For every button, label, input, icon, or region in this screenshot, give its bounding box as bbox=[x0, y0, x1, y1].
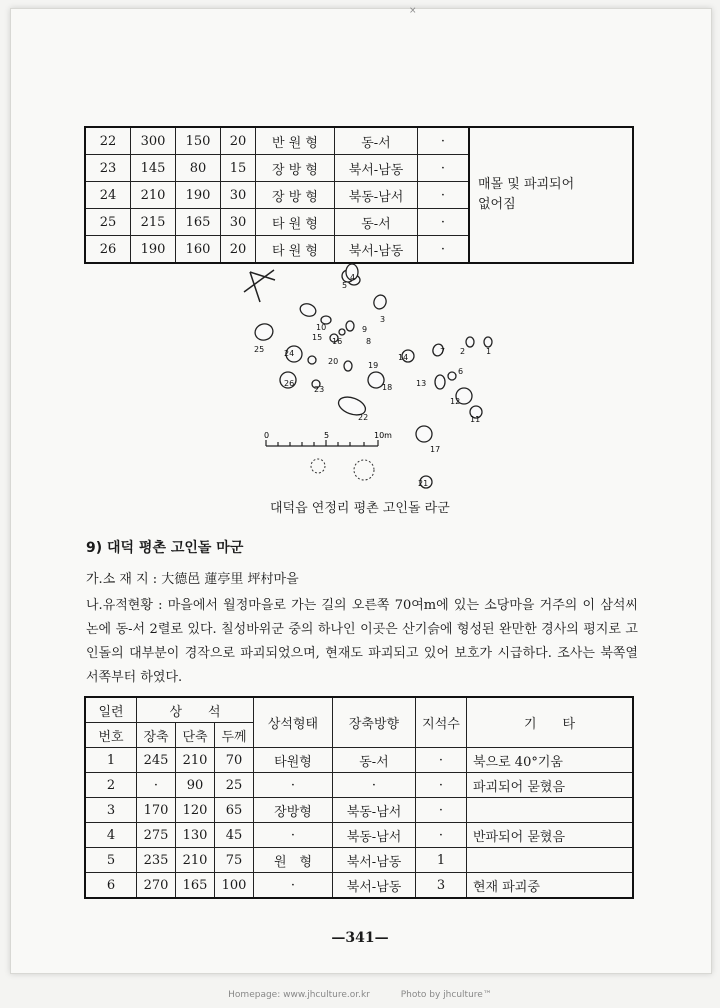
table-cell: · bbox=[254, 823, 333, 848]
table-cell: 2 bbox=[85, 773, 137, 798]
stone-number-label: 12 bbox=[450, 397, 461, 406]
table-cell: 반 원 형 bbox=[256, 127, 335, 155]
location-line: 가.소 재 지 : 大德邑 蓮亭里 坪村마을 bbox=[86, 572, 299, 587]
header-direction: 장축방향 bbox=[333, 697, 416, 748]
stone-number-label: 1 bbox=[486, 347, 492, 356]
section-heading: 9) 대덕 평촌 고인돌 마군 bbox=[86, 540, 244, 556]
table-cell: 245 bbox=[137, 748, 176, 773]
table-cell: 원 형 bbox=[254, 848, 333, 873]
table-row bbox=[85, 798, 633, 823]
status-paragraph: 나.유적현황 : 마을에서 월정마을로 가는 길의 오른쪽 70여m에 있는 소당마을 거주의 이 삼석씨 논에 동-서 2렬로 있다. 칠성바위군 중의 하나인 이곳은 산기슭에 형성된 완만한 경사의 평지로 고인돌의 대부분이 경작으로 파괴되었으며, 현재도 파괴되고 있어 보호가 시급하다. 조사는 북쪽열 서쪽부터 하였다. bbox=[86, 598, 638, 685]
stone-number-label: 25 bbox=[254, 345, 265, 354]
table-cell: 타 원 형 bbox=[256, 236, 335, 264]
table-cell: 23 bbox=[85, 155, 131, 182]
north-arrow-icon bbox=[244, 270, 275, 302]
table-cell: 80 bbox=[176, 155, 221, 182]
table-cell: 1 bbox=[416, 848, 467, 873]
stone-number-label: 2 bbox=[460, 347, 466, 356]
table-cell: · bbox=[254, 773, 333, 798]
figure-caption: 대덕읍 연정리 평촌 고인돌 라군 bbox=[270, 501, 450, 516]
table-cell: 25 bbox=[85, 209, 131, 236]
stone-number-label: 11 bbox=[470, 415, 481, 424]
table-cell: 북동-남서 bbox=[333, 798, 416, 823]
table-cell: · bbox=[416, 823, 467, 848]
table-cell: 타 원 형 bbox=[256, 209, 335, 236]
header-thickness: 두께 bbox=[215, 723, 254, 748]
table-row bbox=[85, 848, 633, 873]
destroyed-stone-marker bbox=[311, 459, 325, 473]
table-cell: · bbox=[333, 773, 416, 798]
table-cell: 210 bbox=[176, 748, 215, 773]
table-cell: 150 bbox=[176, 127, 221, 155]
dolmen-stone bbox=[372, 293, 388, 310]
table-cell: 1 bbox=[85, 748, 137, 773]
stone-number-label: 10 bbox=[316, 323, 327, 332]
table-cell: 275 bbox=[137, 823, 176, 848]
table-cell: · bbox=[418, 155, 470, 182]
remarks-line-2: 없어짐 bbox=[478, 197, 516, 212]
table-cell: 장방형 bbox=[254, 798, 333, 823]
stone-number-label: 24 bbox=[284, 349, 295, 358]
table-cell: · bbox=[416, 798, 467, 823]
table-cell: 30 bbox=[221, 209, 256, 236]
stone-number-label: 5 bbox=[342, 281, 348, 290]
table-cell: 300 bbox=[131, 127, 176, 155]
stone-number-label: 18 bbox=[382, 383, 393, 392]
table-cell: · bbox=[416, 748, 467, 773]
dolmen-layout-diagram bbox=[230, 262, 520, 492]
stone-number-label: 20 bbox=[328, 357, 339, 366]
stone-number-label: 13 bbox=[416, 379, 427, 388]
table-cell: 장 방 형 bbox=[256, 155, 335, 182]
table-cell: 현재 파괴중 bbox=[467, 873, 634, 899]
table-cell: 북서-남동 bbox=[333, 848, 416, 873]
table-cell: 22 bbox=[85, 127, 131, 155]
dolmen-stone bbox=[416, 426, 432, 442]
table-cell: 100 bbox=[215, 873, 254, 899]
scale-label-5: 5 bbox=[324, 431, 330, 440]
table-cell bbox=[467, 798, 634, 823]
stone-number-label: 19 bbox=[368, 361, 379, 370]
stone-number-label: 9 bbox=[362, 325, 368, 334]
table-cell: 파괴되어 묻혔음 bbox=[467, 773, 634, 798]
table-cell: 20 bbox=[221, 127, 256, 155]
table-cell: 190 bbox=[176, 182, 221, 209]
table-pyeongchon-dolmens bbox=[84, 696, 634, 899]
table-cell: 장 방 형 bbox=[256, 182, 335, 209]
dolmen-stone bbox=[466, 337, 474, 347]
table-cell: 3 bbox=[85, 798, 137, 823]
dolmen-stone bbox=[344, 361, 352, 371]
table-cell: 북으로 40°기움 bbox=[467, 748, 634, 773]
stone-number-label: 16 bbox=[332, 337, 343, 346]
stone-number-label: 7 bbox=[440, 347, 446, 356]
dolmen-stone bbox=[253, 321, 275, 342]
remarks-cell bbox=[469, 127, 633, 263]
dolmen-stone bbox=[448, 372, 456, 380]
header-remarks: 기 타 bbox=[467, 697, 634, 748]
table-cell: 4 bbox=[85, 823, 137, 848]
table-cell: 동-서 bbox=[335, 209, 418, 236]
stone-number-label: 15 bbox=[312, 333, 323, 342]
table-cell: 15 bbox=[221, 155, 256, 182]
table-cell: 210 bbox=[131, 182, 176, 209]
stone-number-label: 3 bbox=[380, 315, 386, 324]
table-cell: 24 bbox=[85, 182, 131, 209]
stone-number-label: 6 bbox=[458, 367, 464, 376]
table-cell: 동-서 bbox=[335, 127, 418, 155]
remarks-line-1: 매몰 및 파괴되어 bbox=[478, 177, 575, 192]
footer-photo-credit: Photo by jhculture™ bbox=[400, 990, 492, 1000]
table-cell: 165 bbox=[176, 209, 221, 236]
table-cell: 210 bbox=[176, 848, 215, 873]
table-cell: 북서-남동 bbox=[335, 236, 418, 264]
table-cell: 20 bbox=[221, 236, 256, 264]
stone-number-label: 21 bbox=[418, 479, 429, 488]
scale-label-10m: 10m bbox=[374, 431, 392, 440]
table-cell: 3 bbox=[416, 873, 467, 899]
footer bbox=[0, 990, 720, 1000]
stone-number-label: 17 bbox=[430, 445, 441, 454]
table-row bbox=[85, 873, 633, 899]
table-cell: 북동-남서 bbox=[333, 823, 416, 848]
header-shape: 상석형태 bbox=[254, 697, 333, 748]
dolmen-stone bbox=[298, 302, 317, 319]
table-cell: 북서-남동 bbox=[333, 873, 416, 899]
header-capstone: 상 석 bbox=[137, 697, 254, 723]
table-row bbox=[85, 748, 633, 773]
dolmen-stone bbox=[346, 321, 354, 331]
table-cell: · bbox=[137, 773, 176, 798]
stone-number-label: 22 bbox=[358, 413, 369, 422]
table-cell: 북동-남서 bbox=[335, 182, 418, 209]
header-width: 단축 bbox=[176, 723, 215, 748]
table-cell: 70 bbox=[215, 748, 254, 773]
scale-bar bbox=[266, 440, 378, 446]
stone-number-label: 14 bbox=[398, 353, 409, 362]
table-cell: · bbox=[418, 236, 470, 264]
table-cell: 160 bbox=[176, 236, 221, 264]
destroyed-stone-marker bbox=[354, 460, 374, 480]
table-cell: 235 bbox=[137, 848, 176, 873]
table-row bbox=[85, 773, 633, 798]
table-cell: 반파되어 묻혔음 bbox=[467, 823, 634, 848]
table-cell bbox=[467, 848, 634, 873]
table-cell: 145 bbox=[131, 155, 176, 182]
table-row bbox=[85, 127, 633, 155]
table-row bbox=[85, 823, 633, 848]
dolmen-stone bbox=[435, 375, 445, 389]
table-cell: 동-서 bbox=[333, 748, 416, 773]
table-cell: · bbox=[416, 773, 467, 798]
footer-homepage: Homepage: www.jhculture.or.kr bbox=[228, 990, 370, 1000]
header-number-bottom: 번호 bbox=[85, 723, 137, 748]
table-cell: 215 bbox=[131, 209, 176, 236]
stone-number-label: 23 bbox=[314, 385, 325, 394]
table-cell: 북서-남동 bbox=[335, 155, 418, 182]
table-cell: 5 bbox=[85, 848, 137, 873]
table-cell: 165 bbox=[176, 873, 215, 899]
table-cell: · bbox=[418, 209, 470, 236]
table-cell: 270 bbox=[137, 873, 176, 899]
table-cell: 170 bbox=[137, 798, 176, 823]
table-cell: 130 bbox=[176, 823, 215, 848]
table-cell: · bbox=[418, 182, 470, 209]
dolmen-stone bbox=[484, 337, 492, 347]
stone-number-label: 4 bbox=[350, 273, 356, 282]
table-cell: 190 bbox=[131, 236, 176, 264]
dolmen-stone bbox=[308, 356, 316, 364]
scale-label-0: 0 bbox=[264, 431, 270, 440]
header-length: 장축 bbox=[137, 723, 176, 748]
table-cell: · bbox=[254, 873, 333, 899]
table-cell: · bbox=[418, 127, 470, 155]
table-cell: 타원형 bbox=[254, 748, 333, 773]
table-cell: 120 bbox=[176, 798, 215, 823]
table-cell: 6 bbox=[85, 873, 137, 899]
table-cell: 75 bbox=[215, 848, 254, 873]
table-dolmen-continued bbox=[84, 126, 634, 264]
header-number-top: 일련 bbox=[85, 697, 137, 723]
page-number: —341— bbox=[331, 930, 389, 946]
table-cell: 25 bbox=[215, 773, 254, 798]
dolmen-stone bbox=[339, 329, 345, 335]
table-cell: 30 bbox=[221, 182, 256, 209]
table-cell: 45 bbox=[215, 823, 254, 848]
stone-number-label: 8 bbox=[366, 337, 372, 346]
stone-number-label: 26 bbox=[284, 379, 295, 388]
table-cell: 90 bbox=[176, 773, 215, 798]
table-cell: 26 bbox=[85, 236, 131, 264]
corner-mark: × bbox=[409, 6, 417, 16]
header-supporting-stones: 지석수 bbox=[416, 697, 467, 748]
table-cell: 65 bbox=[215, 798, 254, 823]
